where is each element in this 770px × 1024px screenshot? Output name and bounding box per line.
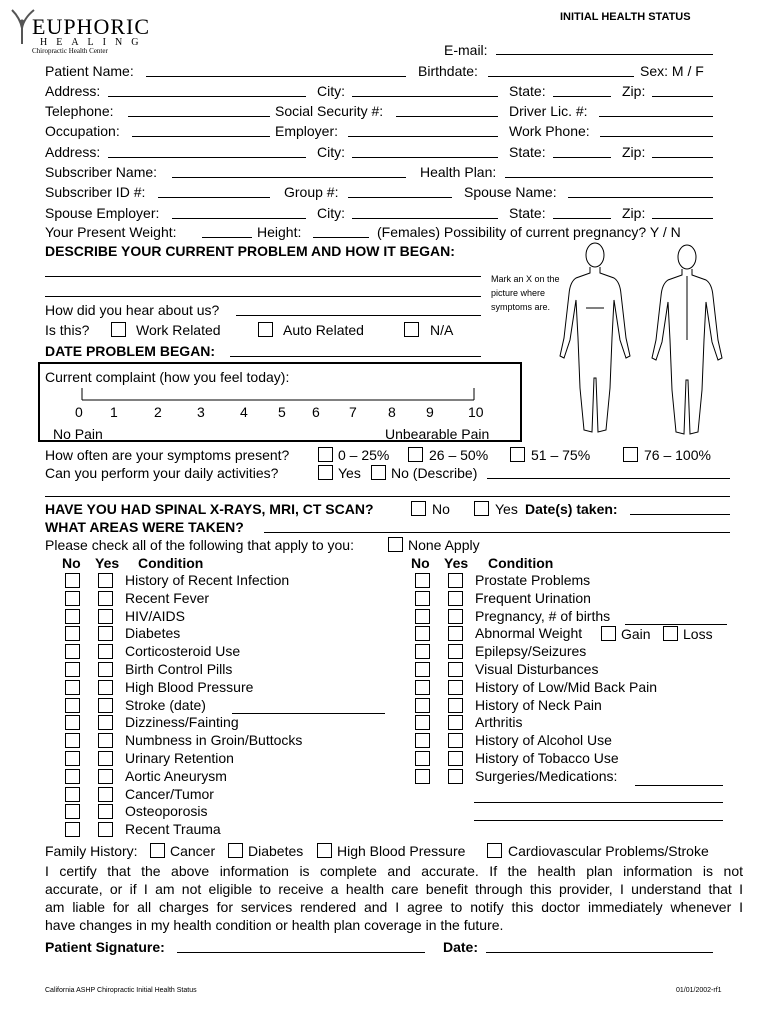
hear-field[interactable]: [236, 315, 481, 316]
spouse-employer-label: Spouse Employer:: [45, 205, 160, 221]
pain-scale-number[interactable]: 1: [110, 404, 118, 420]
weight-loss-checkbox[interactable]: [663, 626, 678, 641]
state2-field[interactable]: [553, 157, 611, 158]
condition-no-checkbox[interactable]: [65, 715, 80, 730]
pain-scale-number[interactable]: 7: [349, 404, 357, 420]
subscriber-id-field[interactable]: [158, 197, 270, 198]
mark-note-1: Mark an X on the: [491, 274, 560, 284]
family-cancer-label: Cancer: [170, 843, 216, 859]
pain-scale-number[interactable]: 10: [468, 404, 484, 420]
condition-yes-checkbox[interactable]: [98, 680, 113, 695]
ssn-label: Social Security #:: [275, 103, 384, 119]
freq-51-75-checkbox[interactable]: [510, 447, 525, 462]
weight-gain-label: Gain: [621, 626, 651, 642]
auto-related-label: Auto Related: [283, 322, 364, 338]
condition-label: Surgeries/Medications:: [475, 767, 618, 784]
condition-no-checkbox[interactable]: [415, 680, 430, 695]
family-hbp-label: High Blood Pressure: [337, 843, 466, 859]
pain-scale-number[interactable]: 3: [197, 404, 205, 420]
condition-label: Numbness in Groin/Buttocks: [125, 732, 303, 749]
condition-no-checkbox[interactable]: [415, 609, 430, 624]
condition-label: HIV/AIDS: [125, 607, 185, 624]
telephone-label: Telephone:: [45, 103, 114, 119]
condition-yes-checkbox[interactable]: [448, 698, 463, 713]
city-label: City:: [317, 83, 345, 99]
state3-label: State:: [509, 205, 546, 221]
condition-label: History of Tobacco Use: [475, 750, 619, 766]
condition-yes-checkbox[interactable]: [448, 680, 463, 695]
signature-date-label: Date:: [443, 939, 479, 955]
condition-yes-checkbox[interactable]: [98, 698, 113, 713]
right-header-yes: Yes: [444, 555, 469, 571]
date-began-label: DATE PROBLEM BEGAN:: [45, 343, 216, 359]
family-cardio-checkbox[interactable]: [487, 843, 502, 858]
condition-no-checkbox[interactable]: [65, 573, 80, 588]
none-apply-label: None Apply: [408, 537, 480, 553]
daily-label: Can you perform your daily activities?: [45, 465, 279, 481]
condition-yes-checkbox[interactable]: [98, 644, 113, 659]
zip2-label: Zip:: [622, 144, 646, 160]
condition-yes-checkbox[interactable]: [98, 733, 113, 748]
condition-no-checkbox[interactable]: [415, 573, 430, 588]
daily-yes-label: Yes: [338, 465, 361, 481]
freq-51-75-label: 51 – 75%: [531, 447, 591, 463]
family-cardio-label: Cardiovascular Problems/Stroke: [508, 843, 709, 859]
complaint-label: Current complaint (how you feel today):: [45, 369, 290, 385]
condition-no-checkbox[interactable]: [415, 662, 430, 677]
condition-label: History of Neck Pain: [475, 696, 602, 713]
city-field[interactable]: [352, 96, 498, 97]
left-header-condition: Condition: [138, 555, 204, 571]
email-field[interactable]: [496, 54, 713, 55]
city2-field[interactable]: [352, 157, 498, 158]
pain-scale-number[interactable]: 6: [312, 404, 320, 420]
condition-yes-checkbox[interactable]: [448, 591, 463, 606]
xray-dates-label: Date(s) taken:: [525, 501, 618, 517]
condition-label: Birth Control Pills: [125, 661, 233, 677]
family-cancer-checkbox[interactable]: [150, 843, 165, 858]
condition-label: Stroke (date): [125, 696, 206, 713]
state2-label: State:: [509, 144, 546, 160]
condition-label: Corticosteroid Use: [125, 643, 241, 660]
pain-scale-line[interactable]: [60, 386, 480, 402]
condition-yes-checkbox[interactable]: [448, 609, 463, 624]
signature-field[interactable]: [177, 952, 425, 953]
birthdate-label: Birthdate:: [418, 63, 478, 79]
xray-no-label: No: [432, 501, 450, 517]
condition-no-checkbox[interactable]: [65, 804, 80, 819]
pain-scale-number[interactable]: 9: [426, 404, 434, 420]
condition-label: Recent Trauma: [125, 821, 221, 838]
state-label: State:: [509, 83, 546, 99]
body-front-icon[interactable]: [550, 238, 640, 438]
subscriber-name-label: Subscriber Name:: [45, 164, 158, 180]
city2-label: City:: [317, 144, 345, 160]
daily-describe-field[interactable]: [487, 478, 730, 479]
na-label: N/A: [430, 322, 454, 338]
weight-field[interactable]: [202, 237, 252, 238]
group-label: Group #:: [284, 184, 339, 200]
condition-no-checkbox[interactable]: [65, 787, 80, 802]
condition-label: Epilepsy/Seizures: [475, 643, 587, 660]
condition-label: History of Alcohol Use: [475, 732, 612, 749]
condition-label: Aortic Aneurysm: [125, 767, 227, 784]
condition-yes-checkbox[interactable]: [98, 769, 113, 784]
describe-heading: DESCRIBE YOUR CURRENT PROBLEM AND HOW IT BEGAN:: [45, 243, 455, 259]
mark-note-2: picture where: [491, 288, 546, 298]
condition-yes-checkbox[interactable]: [448, 751, 463, 766]
freq-26-50-label: 26 – 50%: [429, 447, 489, 463]
condition-yes-checkbox[interactable]: [448, 626, 463, 641]
pain-scale-number[interactable]: 0: [75, 404, 83, 420]
freq-76-100-checkbox[interactable]: [623, 447, 638, 462]
right-header-no: No: [411, 555, 430, 571]
xray-question: HAVE YOU HAD SPINAL X-RAYS, MRI, CT SCAN?: [45, 501, 374, 517]
condition-no-checkbox[interactable]: [415, 769, 430, 784]
telephone-field[interactable]: [128, 116, 270, 117]
condition-yes-checkbox[interactable]: [98, 715, 113, 730]
condition-label: Dizziness/Fainting: [125, 714, 239, 731]
condition-no-checkbox[interactable]: [415, 626, 430, 641]
state-field[interactable]: [553, 96, 611, 97]
na-checkbox[interactable]: [404, 322, 419, 337]
patient-name-field[interactable]: [146, 76, 406, 77]
family-diabetes-checkbox[interactable]: [228, 843, 243, 858]
condition-no-checkbox[interactable]: [65, 662, 80, 677]
condition-no-checkbox[interactable]: [65, 591, 80, 606]
footer-right: 01/01/2002-rf1: [676, 987, 722, 994]
condition-no-checkbox[interactable]: [415, 644, 430, 659]
driver-lic-field[interactable]: [599, 116, 713, 117]
daily-no-label: No (Describe): [391, 465, 478, 481]
births-field[interactable]: [625, 624, 727, 625]
pain-scale-number[interactable]: 4: [240, 404, 248, 420]
pain-scale-number[interactable]: 5: [278, 404, 286, 420]
certify-line-2: accurate, or if I am not eligible to receive a health care benefit through this provider, I understand that I: [45, 881, 743, 897]
condition-label: History of Recent Infection: [125, 572, 290, 588]
address2-label: Address:: [45, 144, 101, 160]
city3-label: City:: [317, 205, 345, 221]
condition-label: Frequent Urination: [475, 589, 591, 606]
certify-line-3: am liable for all charges for services rendered and I agree to notify this doctor immediately whenever I: [45, 899, 743, 915]
describe-line-2[interactable]: [45, 296, 481, 297]
condition-yes-checkbox[interactable]: [448, 715, 463, 730]
condition-yes-checkbox[interactable]: [98, 609, 113, 624]
height-field[interactable]: [313, 237, 369, 238]
left-header-no: No: [62, 555, 81, 571]
condition-yes-checkbox[interactable]: [448, 573, 463, 588]
freq-0-25-checkbox[interactable]: [318, 447, 333, 462]
xray-no-checkbox[interactable]: [411, 501, 426, 516]
condition-label: Arthritis: [475, 714, 523, 731]
xray-dates-field[interactable]: [630, 514, 730, 515]
birthdate-field[interactable]: [488, 76, 634, 77]
condition-label: Prostate Problems: [475, 572, 591, 588]
stroke-date-field[interactable]: [232, 713, 385, 714]
condition-label: Osteoporosis: [125, 803, 208, 820]
work-phone-field[interactable]: [600, 136, 713, 137]
daily-describe-line-2[interactable]: [45, 496, 730, 497]
form-title: INITIAL HEALTH STATUS: [560, 11, 691, 23]
logo-tagline: Chiropractic Health Center: [32, 47, 108, 55]
address-field[interactable]: [108, 96, 306, 97]
condition-label: Visual Disturbances: [475, 661, 599, 677]
is-this-label: Is this?: [45, 322, 90, 338]
work-phone-label: Work Phone:: [509, 123, 590, 139]
subscriber-name-field[interactable]: [172, 177, 406, 178]
condition-no-checkbox[interactable]: [65, 698, 80, 713]
city3-field[interactable]: [352, 218, 498, 219]
condition-yes-checkbox[interactable]: [98, 573, 113, 588]
zip2-field[interactable]: [652, 157, 713, 158]
occupation-field[interactable]: [132, 136, 270, 137]
signature-label: Patient Signature:: [45, 939, 165, 955]
how-often-label: How often are your symptoms present?: [45, 447, 290, 463]
weight-loss-label: Loss: [683, 626, 713, 642]
group-field[interactable]: [348, 197, 452, 198]
ssn-field[interactable]: [396, 116, 498, 117]
condition-label: History of Low/Mid Back Pain: [475, 678, 658, 695]
logo-brand: EUPHORIC: [32, 14, 151, 39]
zip-label: Zip:: [622, 83, 646, 99]
condition-yes-checkbox[interactable]: [448, 733, 463, 748]
email-label: E-mail:: [444, 42, 488, 58]
conditions-intro: Please check all of the following that apply to you:: [45, 537, 354, 553]
condition-label: High Blood Pressure: [125, 678, 254, 695]
surgeries-line-3[interactable]: [474, 820, 723, 821]
sex-label: Sex: M / F: [640, 63, 704, 79]
describe-line-1[interactable]: [45, 276, 481, 277]
none-apply-checkbox[interactable]: [388, 537, 403, 552]
condition-yes-checkbox[interactable]: [98, 822, 113, 837]
body-back-icon[interactable]: [642, 240, 732, 440]
xray-areas-field[interactable]: [264, 532, 730, 533]
family-history-label: Family History:: [45, 843, 138, 859]
freq-76-100-label: 76 – 100%: [644, 447, 711, 463]
condition-label: Abnormal Weight: [475, 625, 583, 642]
freq-26-50-checkbox[interactable]: [408, 447, 423, 462]
no-pain-label: No Pain: [53, 426, 103, 442]
condition-no-checkbox[interactable]: [415, 715, 430, 730]
footer-left: California ASHP Chiropractic Initial Health Status: [45, 987, 197, 994]
daily-yes-checkbox[interactable]: [318, 465, 333, 480]
condition-no-checkbox[interactable]: [65, 769, 80, 784]
condition-yes-checkbox[interactable]: [448, 769, 463, 784]
condition-no-checkbox[interactable]: [65, 733, 80, 748]
work-related-checkbox[interactable]: [111, 322, 126, 337]
condition-no-checkbox[interactable]: [415, 733, 430, 748]
driver-lic-label: Driver Lic. #:: [509, 103, 588, 119]
condition-no-checkbox[interactable]: [415, 591, 430, 606]
certify-line-4: have changes in my health condition or health plan coverage in the future.: [45, 917, 504, 933]
pain-scale-number[interactable]: 2: [154, 404, 162, 420]
xray-yes-label: Yes: [495, 501, 518, 517]
condition-no-checkbox[interactable]: [415, 698, 430, 713]
mark-note-3: symptoms are.: [491, 302, 551, 312]
condition-yes-checkbox[interactable]: [98, 591, 113, 606]
employer-label: Employer:: [275, 123, 339, 139]
condition-no-checkbox[interactable]: [65, 644, 80, 659]
certify-line-1: I certify that the above information is complete and accurate. If the health plan information is not: [45, 863, 743, 879]
left-header-yes: Yes: [95, 555, 120, 571]
zip3-field[interactable]: [652, 218, 713, 219]
family-diabetes-label: Diabetes: [248, 843, 304, 859]
condition-no-checkbox[interactable]: [415, 751, 430, 766]
health-plan-field[interactable]: [505, 177, 713, 178]
unbearable-label: Unbearable Pain: [385, 426, 490, 442]
health-plan-label: Health Plan:: [420, 164, 497, 180]
address-label: Address:: [45, 83, 101, 99]
zip-field[interactable]: [652, 96, 713, 97]
occupation-label: Occupation:: [45, 123, 120, 139]
address2-field[interactable]: [108, 157, 306, 158]
spouse-name-field[interactable]: [568, 197, 713, 198]
surgeries-line-2[interactable]: [474, 802, 723, 803]
condition-yes-checkbox[interactable]: [98, 751, 113, 766]
condition-yes-checkbox[interactable]: [98, 626, 113, 641]
xray-areas-label: WHAT AREAS WERE TAKEN?: [45, 519, 244, 535]
patient-name-label: Patient Name:: [45, 63, 134, 79]
spouse-name-label: Spouse Name:: [464, 184, 557, 200]
weight-gain-checkbox[interactable]: [601, 626, 616, 641]
condition-no-checkbox[interactable]: [65, 609, 80, 624]
signature-date-field[interactable]: [486, 952, 713, 953]
condition-label: Urinary Retention: [125, 750, 234, 766]
condition-label: Recent Fever: [125, 589, 210, 606]
condition-no-checkbox[interactable]: [65, 822, 80, 837]
employer-field[interactable]: [348, 136, 498, 137]
daily-no-checkbox[interactable]: [371, 465, 386, 480]
pain-scale-number[interactable]: 8: [388, 404, 396, 420]
condition-yes-checkbox[interactable]: [448, 662, 463, 677]
work-related-label: Work Related: [136, 322, 221, 338]
freq-0-25-label: 0 – 25%: [338, 447, 390, 463]
condition-label: Cancer/Tumor: [125, 785, 214, 802]
auto-related-checkbox[interactable]: [258, 322, 273, 337]
pregnancy-label: (Females) Possibility of current pregnancy? Y / N: [377, 224, 681, 240]
zip3-label: Zip:: [622, 205, 646, 221]
surgeries-field[interactable]: [635, 785, 723, 786]
right-header-condition: Condition: [488, 555, 554, 571]
xray-yes-checkbox[interactable]: [474, 501, 489, 516]
height-label: Height:: [257, 224, 302, 240]
spouse-employer-field[interactable]: [172, 218, 306, 219]
logo-brand-sub: HEALING: [40, 37, 148, 48]
condition-no-checkbox[interactable]: [65, 626, 80, 641]
state3-field[interactable]: [553, 218, 611, 219]
condition-label: Diabetes: [125, 625, 181, 642]
condition-label: Pregnancy, # of births: [475, 607, 611, 624]
condition-yes-checkbox[interactable]: [98, 662, 113, 677]
condition-yes-checkbox[interactable]: [98, 787, 113, 802]
hear-label: How did you hear about us?: [45, 302, 220, 318]
condition-no-checkbox[interactable]: [65, 680, 80, 695]
condition-yes-checkbox[interactable]: [98, 804, 113, 819]
date-began-field[interactable]: [230, 356, 481, 357]
condition-no-checkbox[interactable]: [65, 751, 80, 766]
condition-yes-checkbox[interactable]: [448, 644, 463, 659]
subscriber-id-label: Subscriber ID #:: [45, 184, 146, 200]
weight-label: Your Present Weight:: [45, 224, 177, 240]
family-hbp-checkbox[interactable]: [317, 843, 332, 858]
